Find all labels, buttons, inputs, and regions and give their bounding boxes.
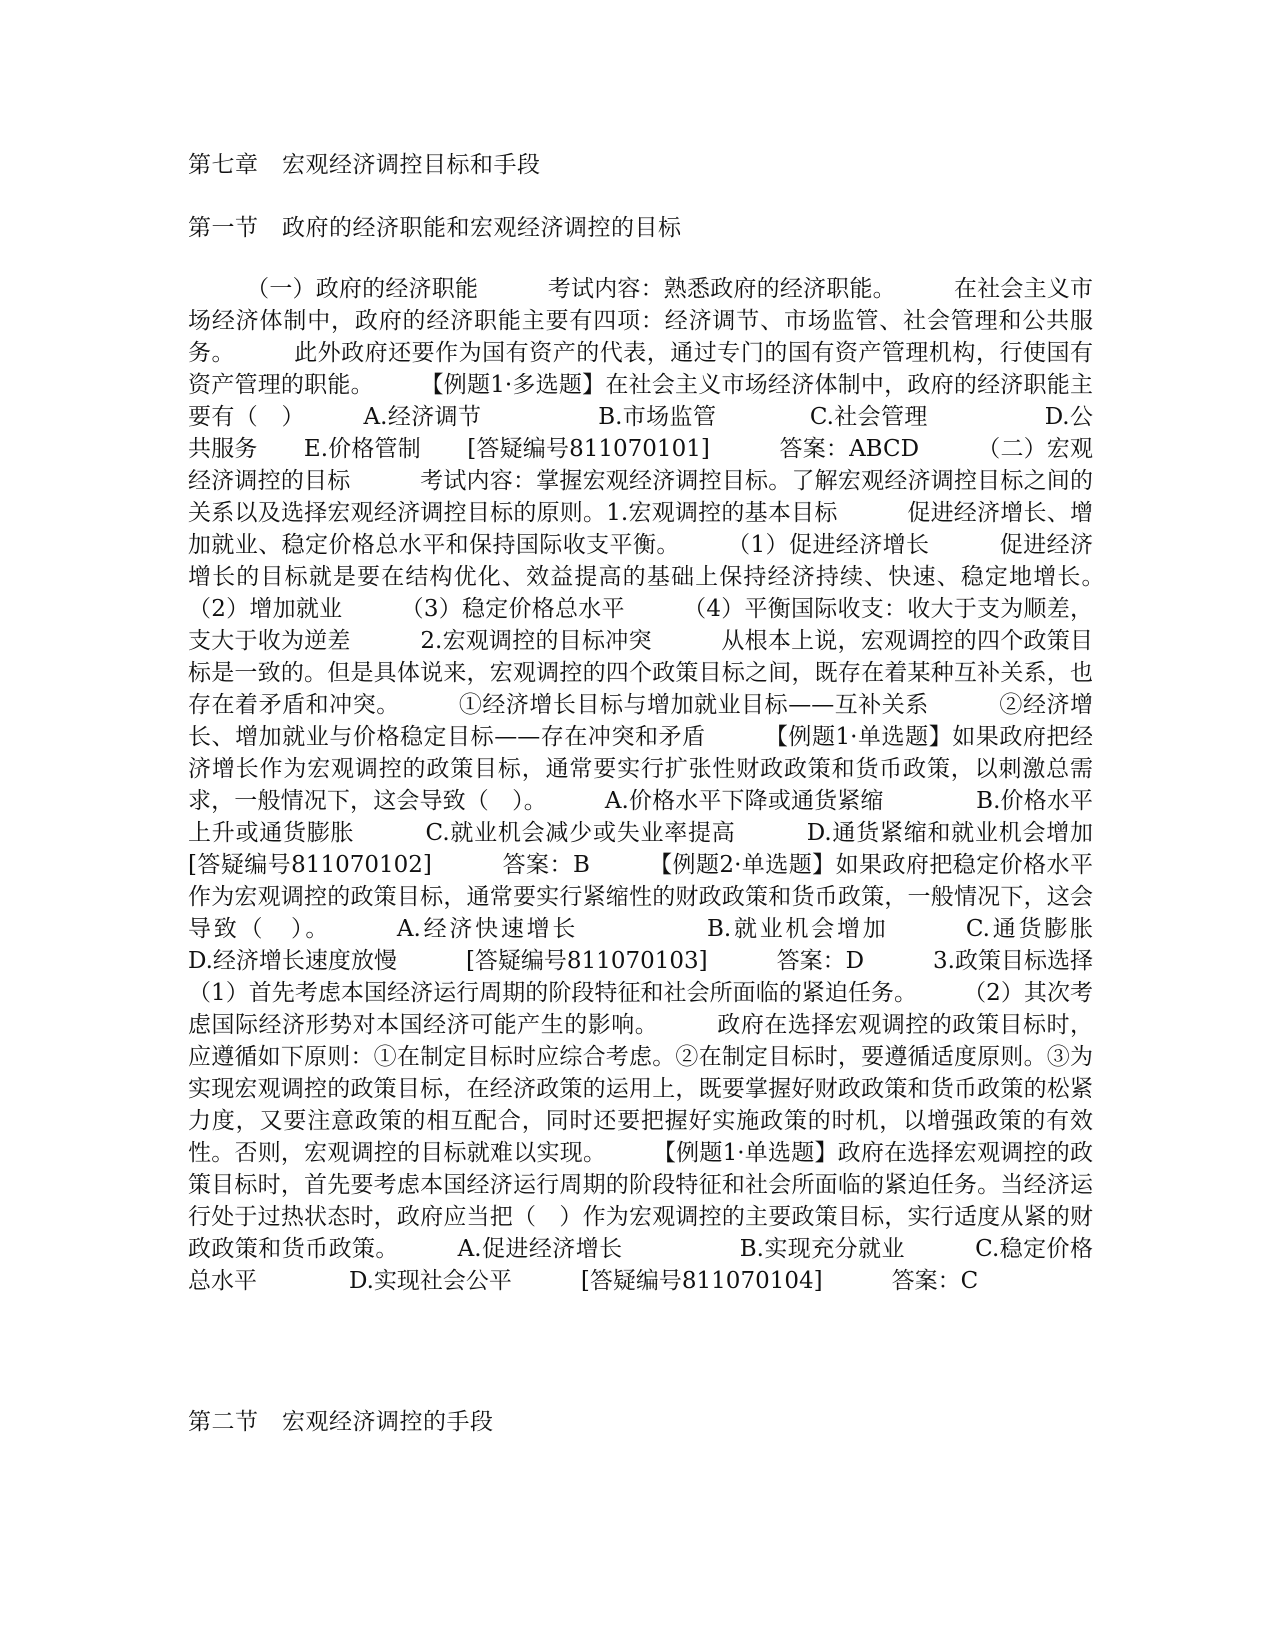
section-body-paragraph: （一）政府的经济职能 考试内容：熟悉政府的经济职能。 在社会主义市场经济体制中，政府的经济职能主要有四项：经济调节、市场监管、社会管理和公共服务。 此外政府还要作为国有资产的代表，通过专门的国有资产管理机构，行使国有资产管理的职能。 【例题1·多选题】在社会主义市场经济体制中，政府的经济职能主要有（ ） A.经济调节 B.市场监管 C.社会管理 D.公共服务 E.价格管制 [答疑编号811070101] 答案：ABCD （二）宏观经济调控的目标 考试内容：掌握宏观经济调控目标。了解宏观经济调控目标之间的关系以及选择宏观经济调控目标的原则。1.宏观调控的基本目标 促进经济增长、增加就业、稳定价格总水平和保持国际收支平衡。 （1）促进经济增长 促进经济增长的目标就是要在结构优化、效益提高的基础上保持经济持续、快速、稳定地增长。 （2）增加就业 （3）稳定价格总水平 （4）平衡国际收支：收大于支为顺差，支大于收为逆差 2.宏观调控的目标冲突 从根本上说，宏观调控的四个政策目标是一致的。但是具体说来，宏观调控的四个政策目标之间，既存在着某种互补关系，也存在着矛盾和冲突。 ①经济增长目标与增加就业目标——互补关系 ②经济增长、增加就业与价格稳定目标——存在冲突和矛盾 【例题1·单选题】如果政府把经济增长作为宏观调控的政策目标，通常要实行扩张性财政政策和货币政策，以刺激总需求，一般情况下，这会导致（ ）。 A.价格水平下降或通货紧缩 B.价格水平上升或通货膨胀 C.就业机会减少或失业率提高 D.通货紧缩和就业机会增加 [答疑编号811070102] 答案：B 【例题2·单选题】如果政府把稳定价格水平作为宏观调控的政策目标，通常要实行紧缩性的财政政策和货币政策，一般情况下，这会导致（ ）。 A.经济快速增长 B.就业机会增加 C.通货膨胀 D.经济增长速度放慢 [答疑编号811070103] 答案：D 3.政策目标选择 （1）首先考虑本国经济运行周期的阶段特征和社会所面临的紧迫任务。 （2）其次考虑国际经济形势对本国经济可能产生的影响。 政府在选择宏观调控的政策目标时，应遵循如下原则：①在制定目标时应综合考虑。②在制定目标时，要遵循适度原则。③为实现宏观调控的政策目标，在经济政策的运用上，既要掌握好财政政策和货币政策的松紧力度，又要注意政策的相互配合，同时还要把握好实施政策的时机，以增强政策的有效性。否则，宏观调控的目标就难以实现。 【例题1·单选题】政府在选择宏观调控的政策目标时，首先要考虑本国经济运行周期的阶段特征和社会所面临的紧迫任务。当经济运行处于过热状态时，政府应当把（ ）作为宏观调控的主要政策目标，实行适度从紧的财政政策和货币政策。 A.促进经济增长 B.实现充分就业 C.稳定价格总水平 D.实现社会公平 [答疑编号811070104] 答案：C <box>188 276 1231 1294</box>
chapter-title: 第七章 宏观经济调控目标和手段 <box>188 152 541 178</box>
section-title: 第二节 宏观经济调控的手段 <box>188 1409 494 1435</box>
section-title: 第一节 政府的经济职能和宏观经济调控的目标 <box>188 215 682 241</box>
